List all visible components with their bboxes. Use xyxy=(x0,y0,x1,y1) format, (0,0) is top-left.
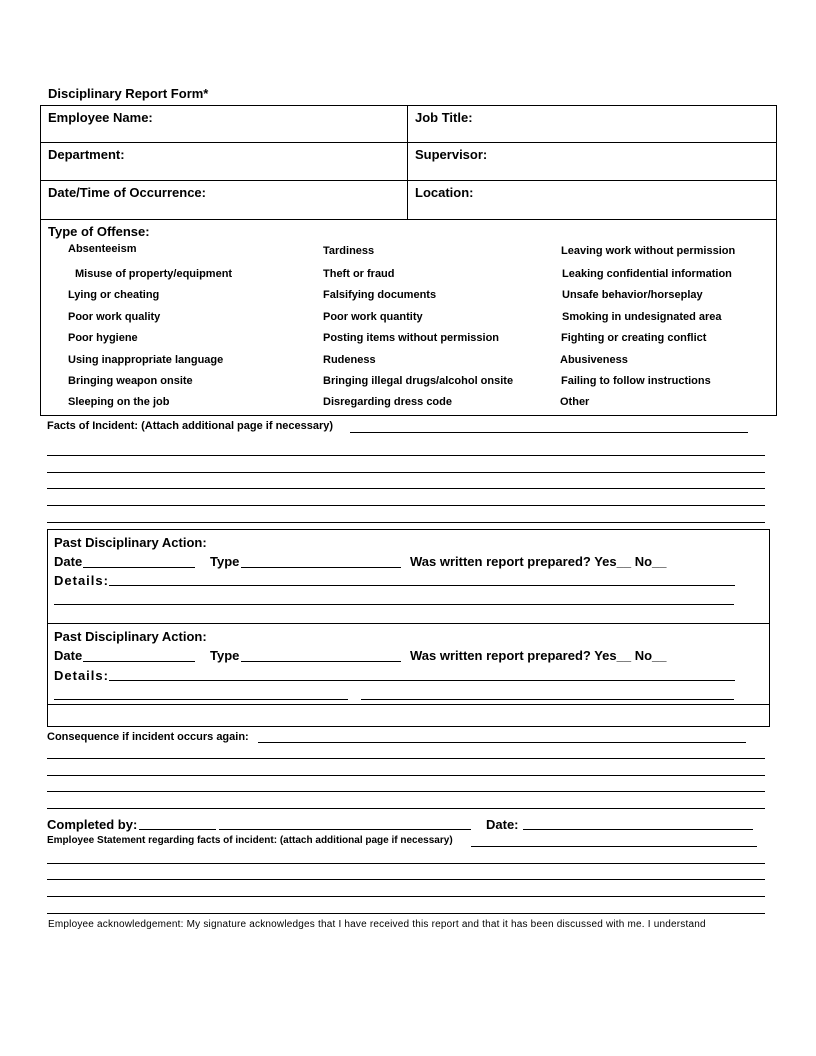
offense-option[interactable]: Disregarding dress code xyxy=(323,396,452,408)
completed-by-input[interactable] xyxy=(139,829,216,830)
offense-option[interactable]: Theft or fraud xyxy=(323,268,395,280)
job-title-field[interactable]: Job Title: xyxy=(415,110,473,125)
past-action-date-label: Date xyxy=(54,554,83,569)
past-action-type-label: Type xyxy=(210,554,240,569)
facts-input-line[interactable] xyxy=(47,505,765,506)
offense-option[interactable]: Rudeness xyxy=(323,354,376,366)
offense-option[interactable]: Failing to follow instructions xyxy=(561,375,711,387)
location-field[interactable]: Location: xyxy=(415,185,474,200)
offense-option[interactable]: Leaving work without permission xyxy=(561,245,736,257)
offense-option[interactable]: Poor work quantity xyxy=(323,311,423,323)
header-divider xyxy=(40,180,777,181)
offense-option[interactable]: Leaking confidential information xyxy=(562,268,732,280)
consequence-input-line[interactable] xyxy=(47,791,765,792)
offense-option[interactable]: Unsafe behavior/horseplay xyxy=(562,289,703,301)
offense-option[interactable]: Poor work quality xyxy=(68,311,161,323)
supervisor-field[interactable]: Supervisor: xyxy=(415,147,488,162)
consequence-label: Consequence if incident occurs again: xyxy=(47,731,249,743)
facts-input-line[interactable] xyxy=(47,455,765,456)
employee-statement-input-line[interactable] xyxy=(47,863,765,864)
past-action-type-label: Type xyxy=(210,648,240,663)
offense-option[interactable]: Using inappropriate language xyxy=(68,354,224,366)
offense-option[interactable]: Falsifying documents xyxy=(323,289,437,301)
header-column-divider xyxy=(407,105,408,220)
offense-option[interactable]: Bringing weapon onsite xyxy=(68,375,193,387)
department-field[interactable]: Department: xyxy=(48,147,125,162)
consequence-input-line[interactable] xyxy=(47,775,765,776)
past-action-type-input[interactable] xyxy=(241,567,401,568)
past-action-details-input[interactable] xyxy=(54,699,348,700)
employee-statement-input-line[interactable] xyxy=(47,896,765,897)
completed-by-label: Completed by: xyxy=(47,817,138,832)
completed-date-input[interactable] xyxy=(523,829,753,830)
employee-acknowledgement: Employee acknowledgement: My signature acknowledges that I have received this report and that it has been discussed with me. I understand xyxy=(48,919,706,930)
facts-input-line[interactable] xyxy=(47,472,765,473)
facts-input-line[interactable] xyxy=(47,522,765,523)
past-action-details-input[interactable] xyxy=(109,680,735,681)
written-report-question[interactable]: Was written report prepared? Yes__ No__ xyxy=(410,648,667,663)
completed-by-input[interactable] xyxy=(219,829,471,830)
employee-statement-label: Employee Statement regarding facts of incident: (attach additional page if necessary) xyxy=(47,835,453,846)
past-action-date-label: Date xyxy=(54,648,83,663)
offense-option[interactable]: Lying or cheating xyxy=(68,289,160,301)
offense-section-title: Type of Offense: xyxy=(48,224,150,239)
past-action-title: Past Disciplinary Action: xyxy=(54,629,207,644)
past-action-details-input[interactable] xyxy=(361,699,734,700)
past-action-details-input[interactable] xyxy=(109,585,735,586)
employee-statement-input-line[interactable] xyxy=(471,846,757,847)
offense-option[interactable]: Misuse of property/equipment xyxy=(75,268,233,280)
completed-date-label: Date: xyxy=(486,817,519,832)
facts-label: Facts of Incident: (Attach additional page if necessary) xyxy=(47,420,334,432)
written-report-question[interactable]: Was written report prepared? Yes__ No__ xyxy=(410,554,667,569)
past-action-details-label: Details: xyxy=(54,668,109,683)
consequence-input-line[interactable] xyxy=(47,758,765,759)
past-action-title: Past Disciplinary Action: xyxy=(54,535,207,550)
offense-option[interactable]: Tardiness xyxy=(323,245,375,257)
past-action-type-input[interactable] xyxy=(241,661,401,662)
past-action-details-input[interactable] xyxy=(54,604,734,605)
offense-option[interactable]: Absenteeism xyxy=(68,243,137,255)
offense-option[interactable]: Abusiveness xyxy=(560,354,628,366)
offense-option[interactable]: Other xyxy=(560,396,590,408)
employee-statement-input-line[interactable] xyxy=(47,879,765,880)
form-title: Disciplinary Report Form* xyxy=(48,86,209,101)
offense-option[interactable]: Poor hygiene xyxy=(68,332,138,344)
facts-input-line[interactable] xyxy=(350,432,748,433)
past-actions-divider xyxy=(47,623,770,624)
offense-option[interactable]: Bringing illegal drugs/alcohol onsite xyxy=(323,375,514,387)
offense-option[interactable]: Posting items without permission xyxy=(323,332,500,344)
consequence-input-line[interactable] xyxy=(47,808,765,809)
offense-option[interactable]: Smoking in undesignated area xyxy=(562,311,722,323)
offense-option[interactable]: Sleeping on the job xyxy=(68,396,170,408)
offense-option[interactable]: Fighting or creating conflict xyxy=(561,332,707,344)
past-action-date-input[interactable] xyxy=(83,567,195,568)
past-action-details-label: Details: xyxy=(54,573,109,588)
facts-input-line[interactable] xyxy=(47,488,765,489)
past-actions-divider xyxy=(47,704,770,705)
consequence-input-line[interactable] xyxy=(258,742,746,743)
employee-statement-input-line[interactable] xyxy=(47,913,765,914)
past-action-date-input[interactable] xyxy=(83,661,195,662)
employee-name-field[interactable]: Employee Name: xyxy=(48,110,153,125)
date-time-field[interactable]: Date/Time of Occurrence: xyxy=(48,185,206,200)
header-divider xyxy=(40,142,777,143)
